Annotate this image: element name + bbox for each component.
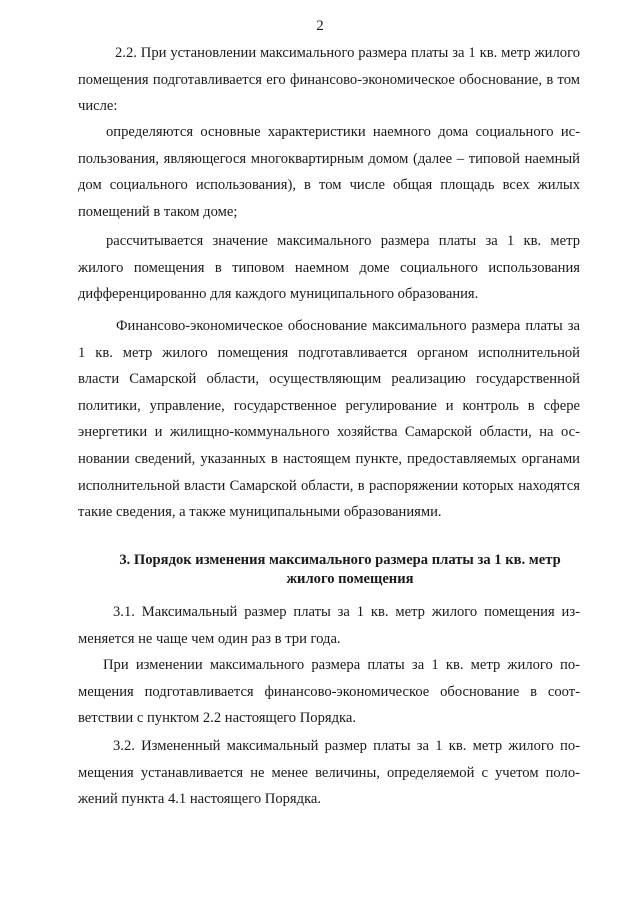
section-3-heading bbox=[0, 551, 640, 589]
paragraph-3-2: 3.2. Измененный максимальный размер платы за 1 кв. метр жилого помещения устанавливается не менее величины, определяемой с учетом положений пункта 4.1 настоящего Порядка. bbox=[78, 738, 580, 808]
page-number: 2 bbox=[316, 18, 324, 34]
section-heading-line2: жилого помещения bbox=[286, 571, 414, 587]
paragraph-3-1: 3.1. Максимальный размер платы за 1 кв. метр жилого помещения изменяется не чаще чем один раз в три года. bbox=[78, 604, 580, 647]
paragraph-justification-body: Финансово-экономическое обоснование максимального размера платы за 1 кв. метр жилого помещения подготавливается органом исполнительной власти Самарской области, осуществляющим реализацию государственной политики, управление, государственное регулирование и контроль в сфере энергетики и жилищно-коммунального хозяйства Самарской области, на основании сведений, указанных в настоящем пункте, предоставляемых органами исполнительной власти Самарской области, в распоряжении которых находятся такие сведения, а также муниципальными образованиями. bbox=[78, 318, 580, 521]
paragraph-calculation: рассчитывается значение максимального размера платы за 1 кв. метр жилого помещения в типовом наемном доме социального использования дифференцированно для каждого муниципального образования. bbox=[78, 233, 580, 303]
paragraph-2-2: 2.2. При установлении максимального размера платы за 1 кв. метр жилого помещения подготавливается его финансово-экономическое обоснование, в том числе: bbox=[78, 45, 580, 115]
paragraph-characteristics: определяются основные характеристики наемного дома социального использования, являющегося многоквартирным домом (далее – типовой наемный дом социального использования), в том числе общая площадь всех жилых помещений в таком доме; bbox=[78, 124, 580, 220]
section-heading-line1: 3. Порядок изменения максимального размера платы за 1 кв. метр bbox=[119, 552, 561, 568]
paragraph-change-justification: При изменении максимального размера платы за 1 кв. метр жилого помещения подготавливается финансово-экономическое обоснование в соответствии с пунктом 2.2 настоящего Порядка. bbox=[78, 657, 580, 727]
